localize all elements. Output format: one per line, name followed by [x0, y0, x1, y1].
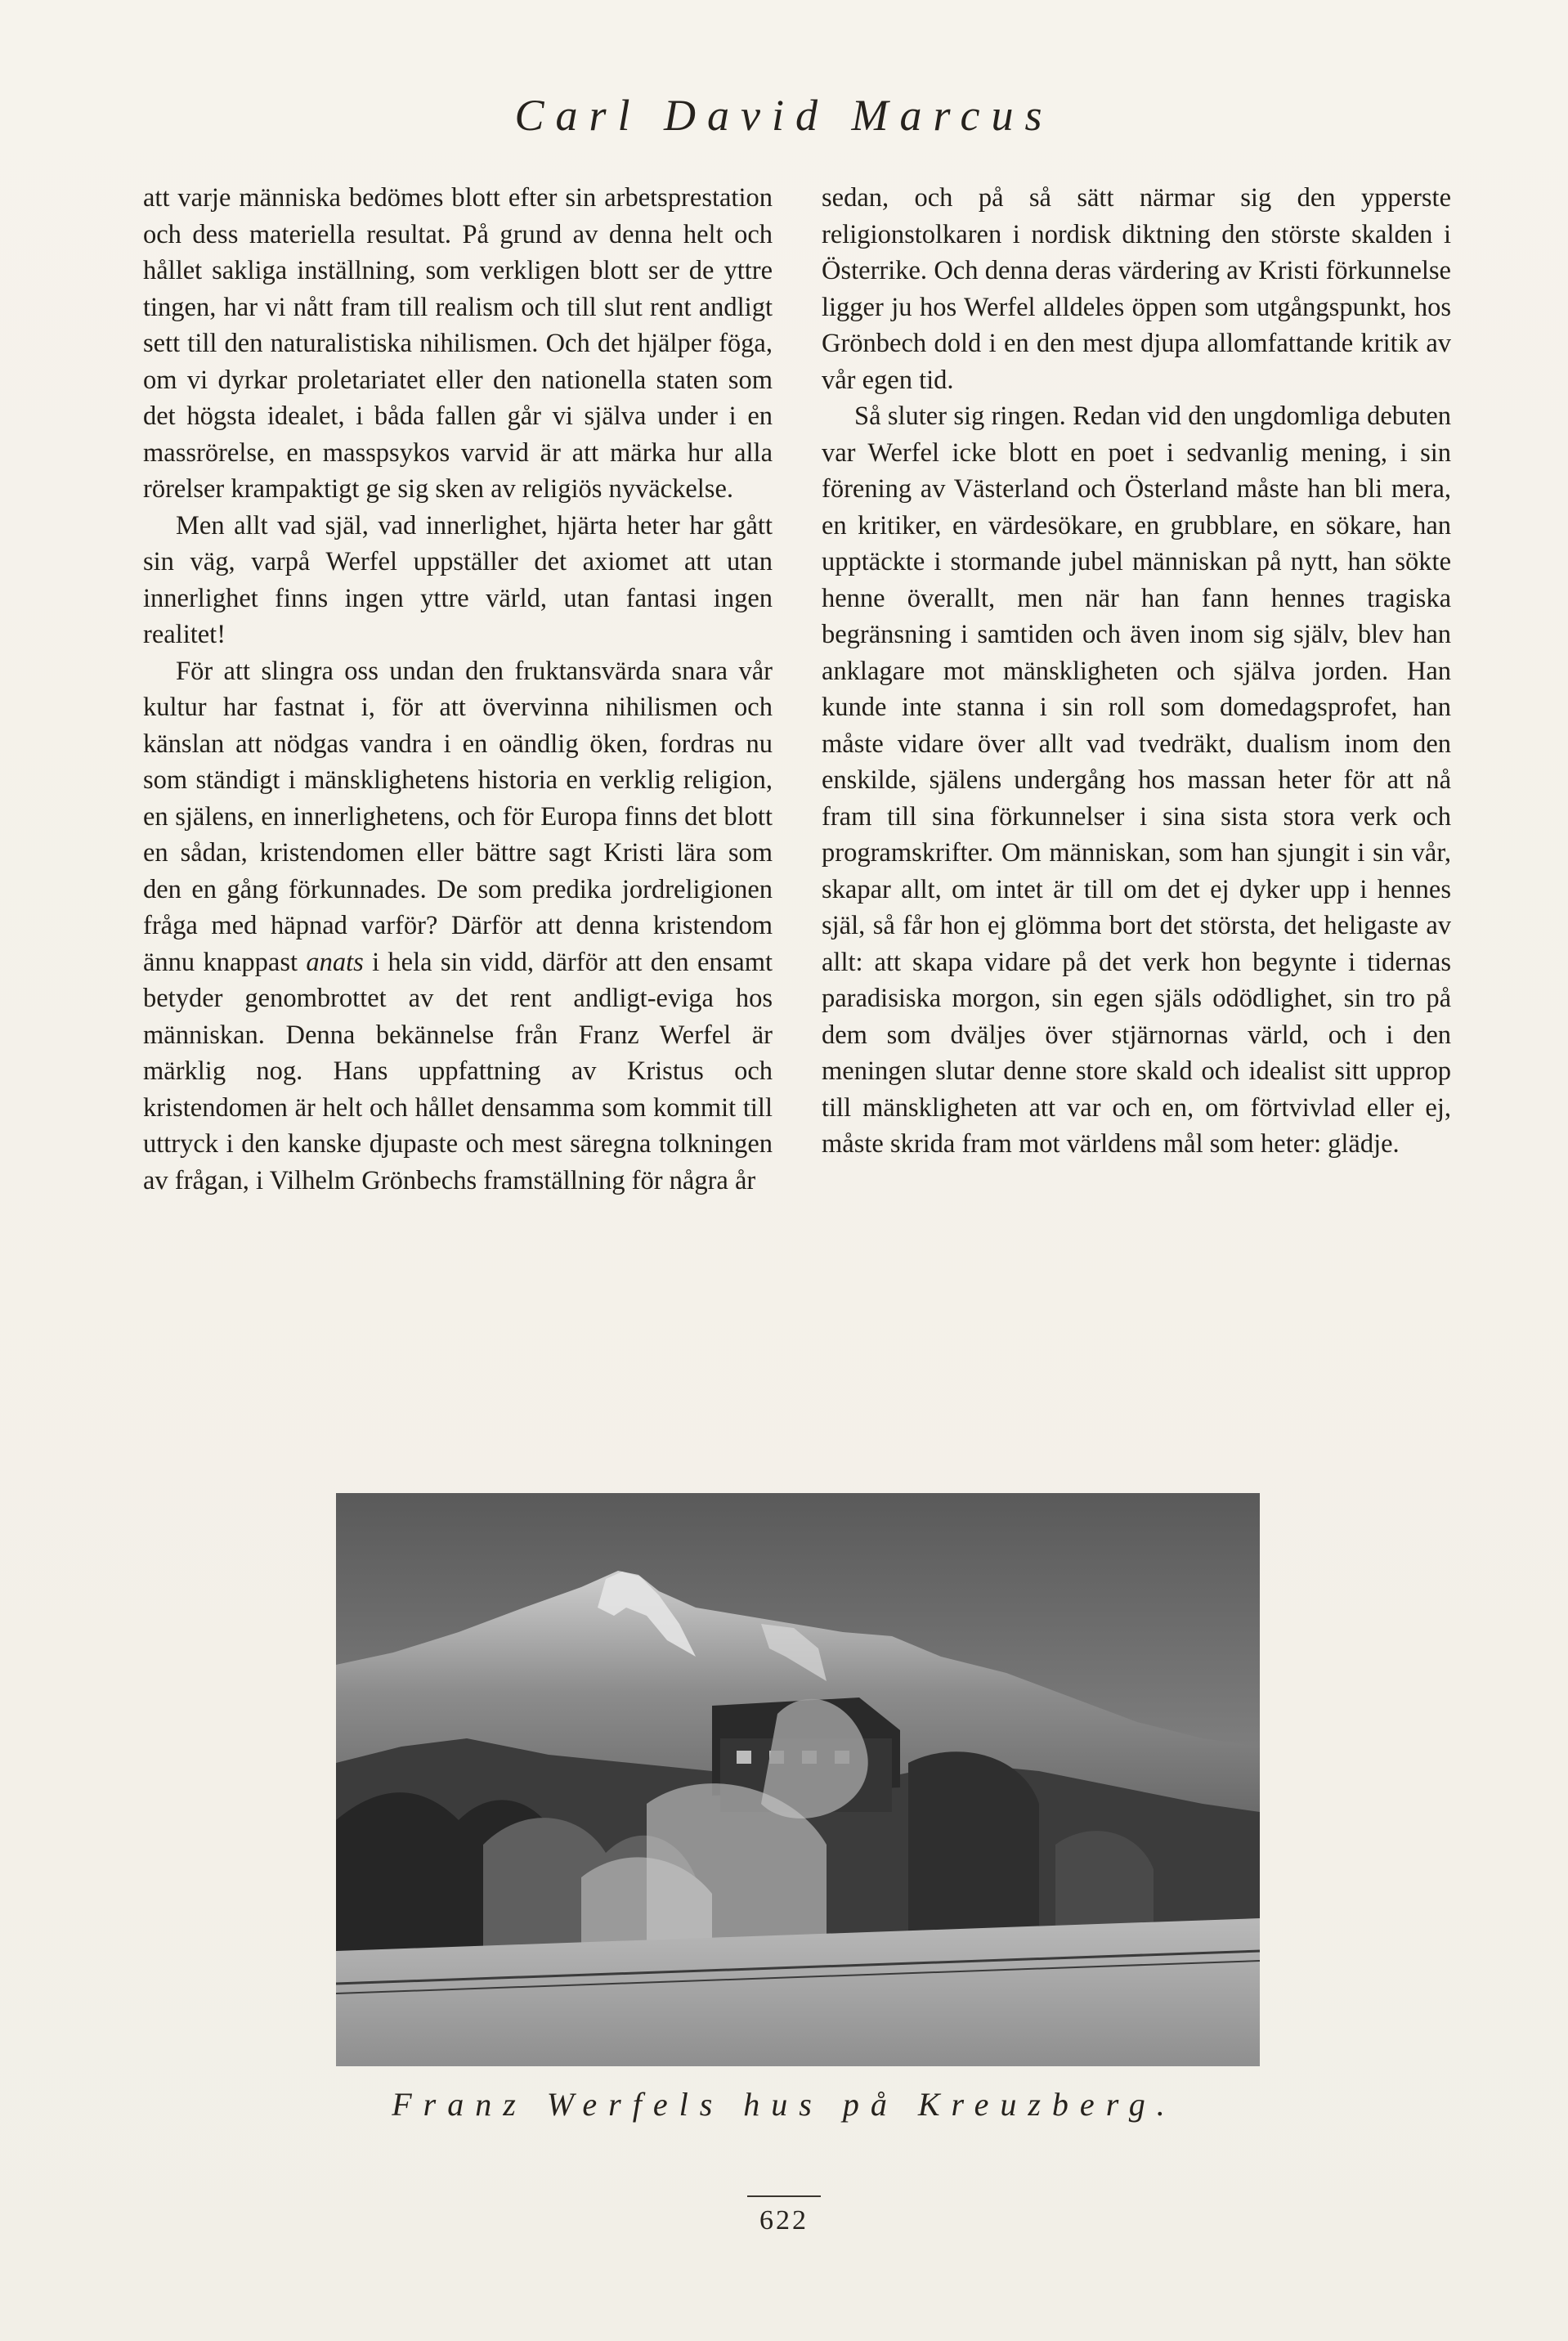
left-column [143, 180, 773, 1199]
photograph-illustration [336, 1493, 1260, 2066]
photograph-werfel-house [336, 1493, 1260, 2066]
figure-caption: Franz Werfels hus på Kreuzberg. [392, 2086, 1176, 2123]
emphasized-word: anats [306, 947, 364, 977]
running-head: Carl David Marcus [514, 91, 1054, 140]
page-footer [0, 2195, 1568, 2236]
left-paragraph-3-text-b: i hela sin vidd, därför att den ensamt betyder genombrottet av det rent andligt-eviga hos människan. Denna bekännelse från Franz Werfel är märklig nog. Hans uppfattning av Kristus och kristendomen är helt och hållet densamma som kommit till uttryck i den kanske djupaste och mest säregna tolkningen av frågan, i Vilhelm Grönbechs framställning för några år [143, 947, 773, 1195]
page-number: 622 [759, 2205, 809, 2236]
right-column [822, 180, 1451, 1163]
left-paragraph-2: Men allt vad själ, vad innerlighet, hjärta heter har gått sin väg, varpå Werfel uppställer det axiomet att utan innerlighet finns ingen yttre värld, utan fantasi ingen realitet! [143, 510, 773, 649]
left-paragraph-3-text-a: För att slingra oss undan den fruktansvärda snara vår kultur har fastnat i, för att övervinna nihilismen och känslan att nödgas vandra i en oändlig öken, fordras nu som ständigt i mänsklighetens historia en verklig religion, en själens, en innerlighetens, och för Europa finns det blott en sådan, kristendomen eller bättre sagt Kristi lära som den en gång förkunnades. De som predika jordreligionen fråga med häpnad varför? Därför att denna kristendom ännu knappast [143, 656, 773, 977]
left-paragraph-1: att varje människa bedömes blott efter sin arbetsprestation och dess materiella resultat. På grund av denna helt och hållet sakliga inställning, som verkligen blott ser de yttre tingen, har vi nått fram till realism och till slut rent andligt sett till den naturalistiska nihilismen. Och det hjälper föga, om vi dyrkar proletariatet eller den nationella staten som det högsta idealet, i båda fallen går vi själva under i en massrörelse, en masspsykos varvid är att märka hur alla rörelser krampaktigt ge sig sken av religiös nyväckelse. [143, 183, 773, 504]
left-paragraph-3 [143, 653, 773, 1200]
right-paragraph-2: Så sluter sig ringen. Redan vid den ungdomliga debuten var Werfel icke blott en poet i sedvanlig mening, i sin förening av Västerland och Österland måste han bli mera, en kritiker, en värdesökare, en grubblare, en sökare, han upptäckte i stormande jubel människan på nytt, han sökte henne överallt, men när han fann hennes tragiska begränsning i samtiden och även inom sig själv, blev han anklagare mot mänskligheten och själva jorden. Han kunde inte stanna i sin roll som domedagsprofet, han måste vidare över allt vad tvedräkt, dualism inom den enskilde, själens undergång hos massan heter för att nå fram till sina förkunnelser i sina sista stora verk och programskrifter. Om människan, som han sjungit i sin vår, skapar allt, om intet är till om det ej dyker upp i hennes själ, så får hon ej glömma bort det största, det heligaste av allt: att skapa vidare på det verk hon begynte i tidernas paradisiska morgon, sin egen själs odödlighet, sin tro på dem som dväljes över stjärnornas värld, och i den meningen slutar denne store skald och idealist sitt upprop till mänskligheten att var och en, om förtvivlad eller ej, måste skrida fram mot världens mål som heter: glädje. [822, 401, 1451, 1159]
right-paragraph-1: sedan, och på så sätt närmar sig den ypperste religionstolkaren i nordisk diktning den störste skalden i Österrike. Och denna deras värdering av Kristi förkunnelse ligger ju hos Werfel alldeles öppen som utgångspunkt, hos Grönbech dold i en den mest djupa allomfattande kritik av vår egen tid. [822, 183, 1451, 395]
footer-rule [747, 2195, 821, 2197]
